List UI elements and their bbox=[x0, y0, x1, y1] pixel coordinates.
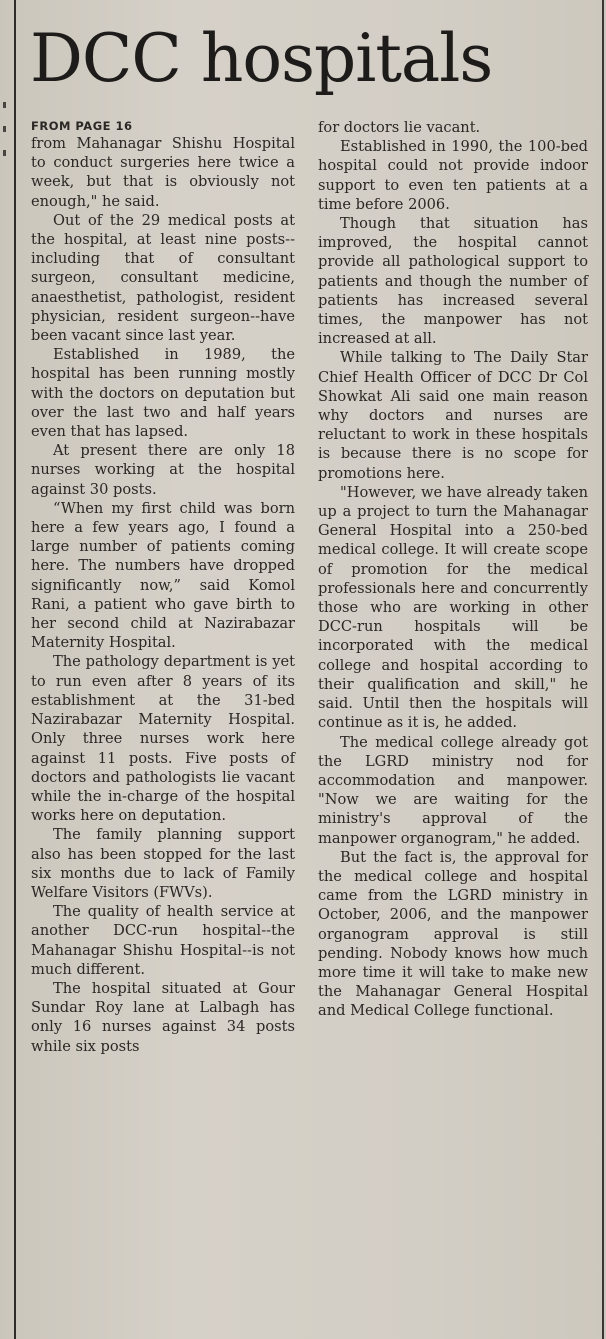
paragraph: Established in 1990, the 100-bed hospital could not provide indoor support to even ten patients at a time before 2006. bbox=[318, 138, 588, 213]
article-column-1 bbox=[31, 118, 295, 1056]
paragraph: for doctors lie vacant. bbox=[318, 119, 481, 136]
paragraph: The pathology department is yet to run even after 8 years of its establishment at the 31-bed Nazirabazar Maternity Hospital. Only three nurses work here against 11 posts. Five posts of doctors and pathologists lie vacant while the in-charge of the hospital works here on deputation. bbox=[31, 653, 295, 825]
paragraph: Established in 1989, the hospital has been running mostly with the doctors on deputation but over the last two and half years even that has lapsed. bbox=[31, 346, 295, 441]
paragraph: from Mahanagar Shishu Hospital to conduct surgeries here twice a week, but that is obviously not enough," he said. bbox=[31, 135, 295, 210]
edge-mark bbox=[3, 102, 6, 108]
paragraph: At present there are only 18 nurses working at the hospital against 30 posts. bbox=[31, 442, 295, 498]
edge-mark bbox=[3, 126, 6, 132]
edge-mark bbox=[3, 150, 6, 156]
paragraph: Though that situation has improved, the hospital cannot provide all pathological support to patients and though the number of patients has increased several times, the manpower has not increased at all. bbox=[318, 215, 588, 348]
paragraph: The hospital situated at Gour Sundar Roy lane at Lalbagh has only 16 nurses against 34 posts while six posts bbox=[31, 979, 295, 1055]
paragraph: But the fact is, the approval for the medical college and hospital came from the LGRD ministry in October, 2006, and the manpower organogram approval is still pending. Nobody knows how much more time it will take to make new the Mahanagar General Hospital and Medical College functional. bbox=[318, 848, 588, 1020]
column-rule-left bbox=[14, 0, 16, 1339]
paragraph: While talking to The Daily Star Chief Health Officer of DCC Dr Col Showkat Ali said one main reason why doctors and nurses are reluctant to work in these hospitals is because there is no scope for promotions here. bbox=[318, 349, 588, 482]
paragraph: "However, we have already taken up a project to turn the Mahanagar General Hospital into a 250-bed medical college. It will create scope of promotion for the medical professionals here and concurrently those who are working in other DCC-run hospitals will be incorporated with the medical college and hospital according to their qualification and skill," he said. Until then the hospitals will continue as it is, he added. bbox=[318, 483, 588, 732]
paragraph: The medical college already got the LGRD ministry nod for accommodation and manpower. "Now we are waiting for the ministry's approval of the manpower organogram," he added. bbox=[318, 733, 588, 847]
article-column-2 bbox=[318, 118, 588, 1021]
paragraph: The quality of health service at another DCC-run hospital--the Mahanagar Shishu Hospital--is not much different. bbox=[31, 903, 295, 978]
paragraph: Out of the 29 medical posts at the hospital, at least nine posts--including that of consultant surgeon, consultant medicine, anaesthetist, pathologist, resident physician, resident surgeon--have been vacant since last year. bbox=[31, 211, 295, 345]
headline: DCC hospitals bbox=[30, 20, 493, 97]
paragraph: The family planning support also has been stopped for the last six months due to lack of Family Welfare Visitors (FWVs). bbox=[31, 826, 295, 901]
paragraph: “When my first child was born here a few years ago, I found a large number of patients coming here. The numbers have dropped significantly now,” said Komol Rani, a patient who gave birth to her second child at Nazirabazar Maternity Hospital. bbox=[31, 499, 295, 652]
column-rule-right bbox=[602, 0, 604, 1339]
kicker-from-page: FROM PAGE 16 bbox=[31, 119, 133, 133]
